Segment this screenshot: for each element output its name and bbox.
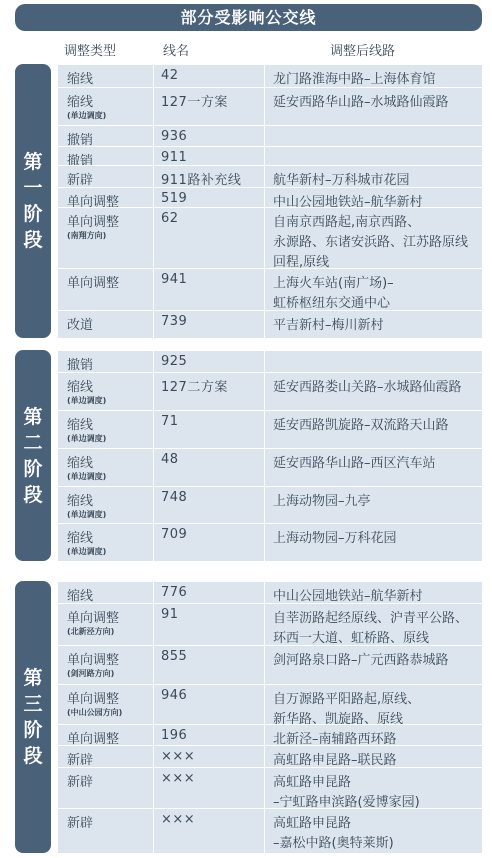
line-name: 127二方案 [161, 380, 228, 395]
adjust-type-cell [58, 746, 154, 768]
line-name-cell [154, 768, 265, 809]
line-name: ××× [161, 812, 196, 827]
new-route-cell [265, 487, 482, 524]
table-row [58, 146, 482, 169]
new-route-cell [265, 147, 482, 166]
new-route-text: 上海动物园–万科花园 [273, 531, 397, 546]
adjust-type: 缩线 [67, 456, 94, 471]
stage-3-label [15, 581, 51, 853]
line-name-cell [154, 147, 265, 166]
adjust-type-cell [58, 685, 154, 725]
line-name: 196 [161, 728, 188, 743]
adjust-type-cell [58, 351, 154, 373]
new-route-cell [265, 126, 482, 147]
new-route-text: 环西一大道、虹桥路、原线 [273, 631, 430, 646]
stage-label-char: 阶 [23, 457, 43, 480]
stage-label-char: 第 [23, 667, 43, 689]
table-row [58, 64, 482, 88]
new-route-cell [265, 311, 482, 339]
new-route-cell [265, 411, 482, 449]
table-row [58, 684, 482, 725]
adjust-type: 单向调整 [67, 692, 120, 707]
line-name-cell [154, 582, 265, 604]
stage-label-char: 段 [23, 229, 43, 251]
adjust-type: 新辟 [67, 753, 94, 768]
table-row [58, 372, 482, 411]
new-route-text: 平吉新村–梅川新村 [273, 318, 384, 333]
adjust-type: 单向调整 [67, 653, 120, 668]
new-route-text: 剑河路泉口路–广元西路恭城路 [273, 653, 449, 668]
line-name: 855 [161, 649, 188, 664]
new-route-text: –宁虹路申滨路(爱博家园) [273, 795, 420, 810]
new-route-text: 新华路、凯旋路、原线 [273, 712, 404, 727]
new-route-text: 延安西路华山路–水城路仙霞路 [273, 95, 449, 110]
new-route-text: 自南京西路起,南京西路、 [273, 215, 421, 230]
adjust-type: 撤销 [67, 358, 94, 373]
adjust-type-cell [58, 166, 154, 188]
new-route-text: 永源路、东诸安浜路、江苏路原线 [273, 235, 469, 250]
table-row [58, 767, 482, 809]
line-name-cell [154, 269, 265, 311]
line-name-cell [154, 88, 265, 126]
new-route-cell [265, 582, 482, 604]
table-row [58, 645, 482, 685]
adjust-type-cell [58, 126, 154, 147]
line-name: 911路补充线 [161, 173, 242, 188]
new-route-text: 北新泾–南辅路西环路 [273, 732, 397, 747]
adjust-direction-note: (单边调度) [67, 547, 107, 556]
new-route-text: 龙门路淮海中路–上海体育馆 [273, 72, 436, 87]
adjust-type-cell [58, 269, 154, 311]
line-name: 62 [161, 211, 179, 226]
line-name: 748 [161, 490, 188, 505]
adjust-direction-note: (南翔方向) [67, 231, 107, 240]
stage-label-char: 三 [23, 693, 43, 715]
adjust-type-cell [58, 725, 154, 746]
line-name-cell [154, 411, 265, 449]
adjust-type: 撤销 [67, 154, 94, 169]
header-new-route: 调整后线路 [330, 44, 396, 59]
line-name-cell [154, 449, 265, 487]
table-row [58, 581, 482, 604]
adjust-type: 撤销 [67, 133, 94, 148]
line-name-cell [154, 746, 265, 768]
line-name: 48 [161, 452, 179, 467]
line-name: 739 [161, 314, 188, 329]
line-name-cell [154, 685, 265, 725]
adjust-type-cell [58, 524, 154, 562]
table-title: 部分受影响公交线 [15, 4, 482, 31]
table-row [58, 350, 482, 373]
adjust-type: 单向调整 [67, 215, 120, 230]
new-route-cell [265, 604, 482, 646]
adjust-type-cell [58, 809, 154, 854]
line-name: 946 [161, 688, 188, 703]
line-name: 776 [161, 585, 188, 600]
stage-label-char: 一 [23, 177, 43, 199]
line-name-cell [154, 487, 265, 524]
line-name-cell [154, 126, 265, 147]
new-route-text: 上海动物园–九亭 [273, 494, 371, 509]
table-row [58, 125, 482, 147]
stage-1-label [15, 64, 51, 338]
adjust-type-cell [58, 147, 154, 169]
adjust-type-cell [58, 188, 154, 208]
line-name: ××× [161, 749, 196, 764]
adjust-direction-note: (剑河路方向) [67, 669, 115, 678]
table-row [58, 486, 482, 524]
table-row [58, 603, 482, 646]
table-row [58, 207, 482, 269]
adjust-type-cell [58, 604, 154, 646]
line-name: 519 [161, 191, 188, 206]
line-name: 709 [161, 527, 188, 542]
adjust-type-cell [58, 208, 154, 269]
new-route-cell [265, 373, 482, 411]
line-name: 911 [161, 150, 188, 165]
line-name-cell [154, 373, 265, 411]
adjust-type: 改道 [67, 318, 94, 333]
adjust-type: 新辟 [67, 816, 94, 831]
new-route-cell [265, 208, 482, 269]
new-route-text: 中山公园地铁站–航华新村 [273, 195, 423, 210]
new-route-cell [265, 809, 482, 854]
adjust-direction-note: (单边调度) [67, 510, 107, 519]
new-route-cell [265, 685, 482, 725]
new-route-text: 航华新村–万科城市花园 [273, 173, 410, 188]
line-name: 941 [161, 272, 188, 287]
stage-2-label [15, 350, 51, 561]
line-name-cell [154, 208, 265, 269]
adjust-type-cell [58, 646, 154, 685]
adjust-type: 缩线 [67, 95, 94, 110]
new-route-text: 中山公园地铁站–航华新村 [273, 589, 423, 604]
adjust-type-cell [58, 449, 154, 487]
new-route-text: 高虹路申昆路 [273, 816, 352, 831]
line-name: 42 [161, 68, 179, 83]
new-route-cell [265, 65, 482, 88]
stage-label-char: 第 [23, 405, 43, 428]
adjust-type-cell [58, 768, 154, 809]
adjust-direction-note: (单边调度) [67, 396, 107, 405]
table-row [58, 523, 482, 562]
line-name-cell [154, 351, 265, 373]
new-route-cell [265, 768, 482, 809]
line-name-cell [154, 725, 265, 746]
new-route-text: 虹桥枢纽东交通中心 [273, 296, 391, 311]
adjust-type-cell [58, 487, 154, 524]
new-route-cell [265, 725, 482, 746]
line-name: 936 [161, 129, 188, 144]
new-route-text: 自万源路平阳路起,原线、 [273, 692, 421, 707]
new-route-cell [265, 166, 482, 188]
new-route-text: 高虹路申昆路–联民路 [273, 753, 397, 768]
table-row [58, 310, 482, 339]
line-name: 91 [161, 607, 179, 622]
stage-label-char: 阶 [23, 203, 43, 225]
line-name-cell [154, 604, 265, 646]
adjust-type: 缩线 [67, 418, 94, 433]
new-route-cell [265, 188, 482, 208]
new-route-cell [265, 524, 482, 562]
line-name-cell [154, 188, 265, 208]
header-line-name: 线名 [163, 44, 190, 59]
table-row [58, 808, 482, 854]
new-route-cell [265, 646, 482, 685]
adjust-type: 新辟 [67, 775, 94, 790]
line-name-cell [154, 524, 265, 562]
new-route-text: 延安西路华山路–西区汽车站 [273, 456, 436, 471]
new-route-text: 上海火车站(南广场)– [273, 276, 394, 291]
adjust-direction-note: (中山公园方向) [67, 708, 123, 717]
line-name: ××× [161, 771, 196, 786]
table-row [58, 724, 482, 746]
line-name: 127一方案 [161, 95, 228, 110]
adjust-type-cell [58, 65, 154, 88]
adjust-type: 缩线 [67, 380, 94, 395]
adjust-type: 缩线 [67, 531, 94, 546]
adjust-type-cell [58, 582, 154, 604]
table-row [58, 448, 482, 487]
adjust-direction-note: (单边调度) [67, 472, 107, 481]
new-route-cell [265, 88, 482, 126]
adjust-direction-note: (北新泾方向) [67, 627, 115, 636]
table-row [58, 745, 482, 768]
adjust-type: 新辟 [67, 173, 94, 188]
adjust-type-cell [58, 88, 154, 126]
stage-label-char: 二 [23, 431, 43, 454]
new-route-cell [265, 351, 482, 373]
table-row [58, 87, 482, 126]
new-route-text: 延安西路凯旋路–双流路天山路 [273, 418, 449, 433]
table-row [58, 187, 482, 208]
new-route-text: 自莘沥路起经原线、沪青平公路、 [273, 611, 469, 626]
line-name: 71 [161, 414, 179, 429]
adjust-type-cell [58, 311, 154, 339]
table-row [58, 410, 482, 449]
line-name-cell [154, 646, 265, 685]
adjust-type: 单向调整 [67, 732, 120, 747]
adjust-type: 缩线 [67, 72, 94, 87]
line-name-cell [154, 166, 265, 188]
adjust-type: 缩线 [67, 494, 94, 509]
stage-label-char: 段 [23, 483, 43, 506]
adjust-type: 单向调整 [67, 195, 120, 210]
new-route-text: –嘉松中路(奥特莱斯) [273, 836, 394, 851]
line-name-cell [154, 65, 265, 88]
adjust-type: 单向调整 [67, 611, 120, 626]
stage-label-char: 阶 [23, 719, 43, 741]
stage-label-char: 段 [23, 745, 43, 767]
header-adjust-type: 调整类型 [64, 44, 117, 59]
new-route-cell [265, 269, 482, 311]
table-row [58, 165, 482, 188]
new-route-text: 回程,原线 [273, 255, 330, 270]
new-route-text: 高虹路申昆路 [273, 775, 352, 790]
adjust-type: 单向调整 [67, 276, 120, 291]
adjust-type: 缩线 [67, 589, 94, 604]
new-route-cell [265, 746, 482, 768]
line-name-cell [154, 809, 265, 854]
new-route-cell [265, 449, 482, 487]
line-name-cell [154, 311, 265, 339]
stage-label-char: 第 [23, 151, 43, 173]
adjust-direction-note: (单边调度) [67, 434, 107, 443]
adjust-direction-note: (单边调度) [67, 111, 107, 120]
adjust-type-cell [58, 411, 154, 449]
adjust-type-cell [58, 373, 154, 411]
new-route-text: 延安西路娄山关路–水城路仙霞路 [273, 380, 462, 395]
table-row [58, 268, 482, 311]
line-name: 925 [161, 354, 188, 369]
